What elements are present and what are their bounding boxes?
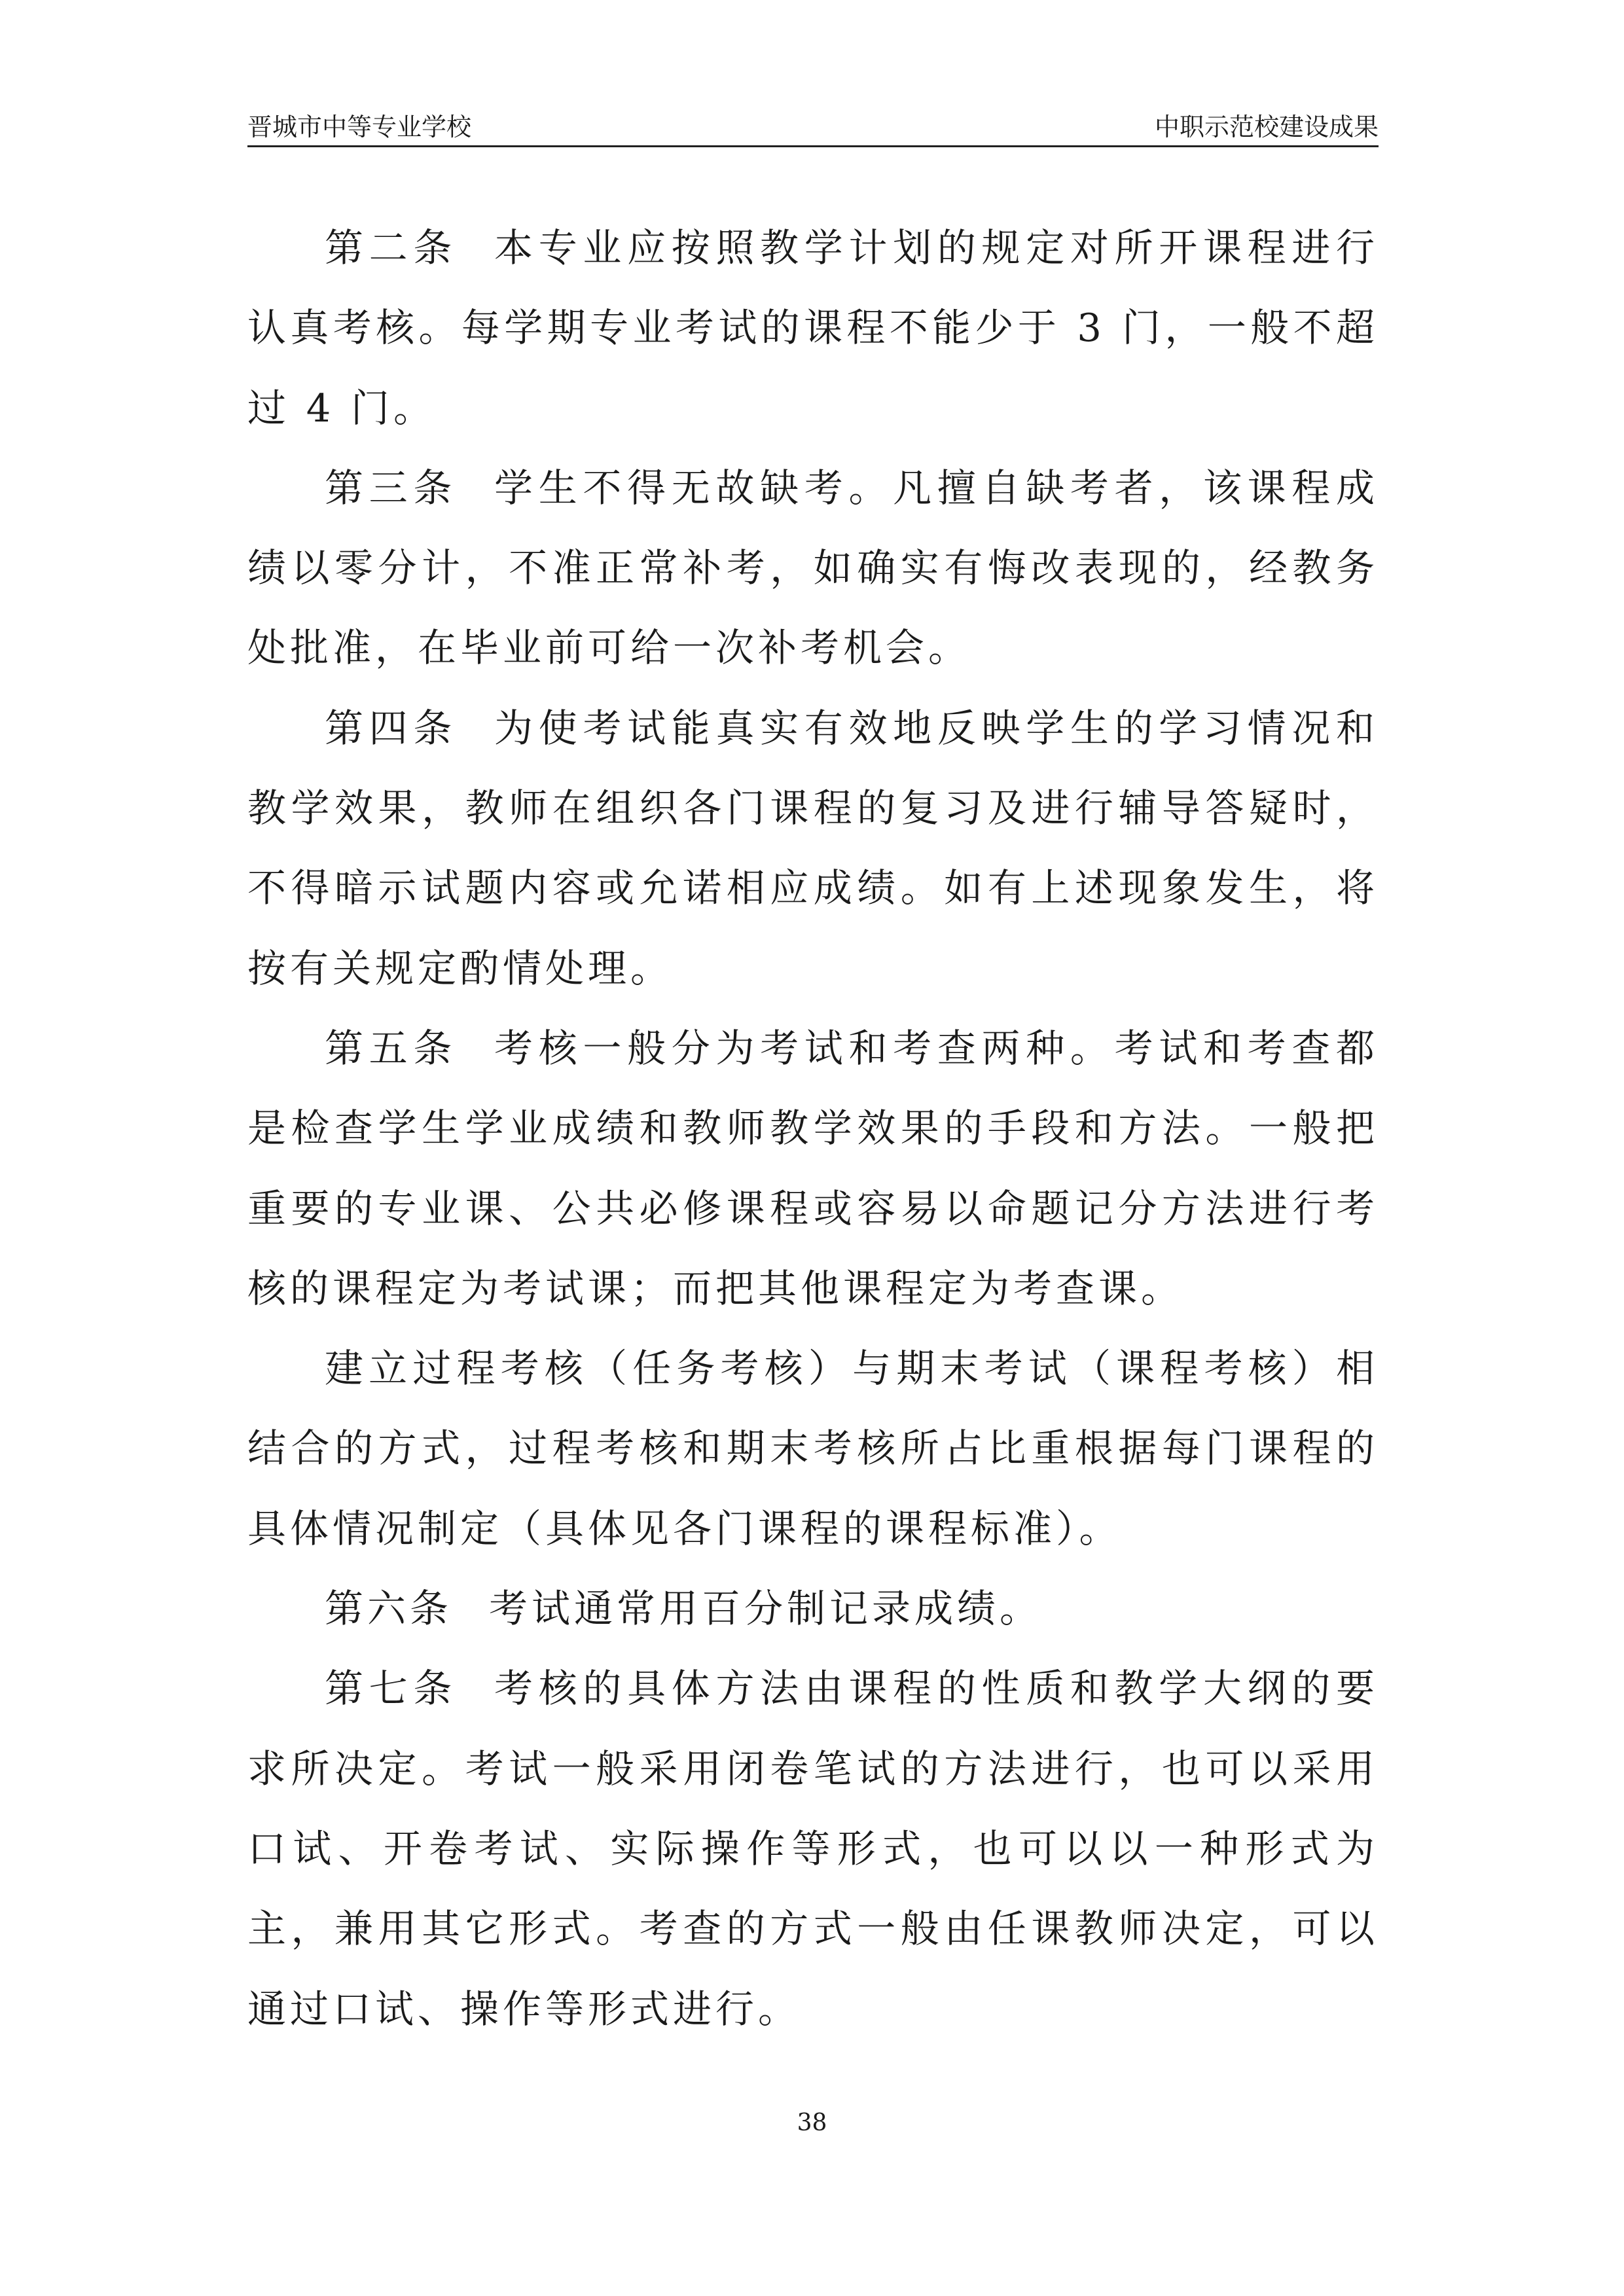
- article-text: 考试通常用百分制记录成绩。: [489, 1586, 1043, 1632]
- article-6: [247, 1569, 1379, 1649]
- article-number: 第五条: [325, 1025, 458, 1071]
- article-5: [247, 1009, 1379, 1329]
- header-document-title: 中职示范校建设成果: [1154, 113, 1379, 141]
- article-text: 考核的具体方法由课程的性质和教学大纲的要求所决定。考试一般采用闭卷笔试的方法进行，也可以采用口试、开卷考试、实际操作等形式，也可以以一种形式为主，兼用其它形式。考查的方式一般由任课教师决定，可以通过口试、操作等形式进行。: [247, 1666, 1379, 2032]
- paragraph-text: 建立过程考核（任务考核）与期末考试（课程考核）相结合的方式，过程考核和期末考核所占比重根据每门课程的具体情况制定（具体见各门课程的课程标准）。: [247, 1346, 1379, 1551]
- article-number: 第七条: [325, 1666, 458, 1712]
- article-text: 学生不得无故缺考。凡擅自缺考者，该课程成绩以零分计，不准正常补考，如确实有悔改表现的，经教务处批准，在毕业前可给一次补考机会。: [247, 465, 1379, 671]
- header-school-name: 晋城市中等专业学校: [247, 113, 472, 141]
- article-text: 考核一般分为考试和考查两种。考试和考查都是检查学生学业成绩和教师教学效果的手段和方法。一般把重要的专业课、公共必修课程或容易以命题记分方法进行考核的课程定为考试课；而把其他课程定为考查课。: [247, 1025, 1379, 1311]
- article-number: 第二条: [325, 225, 458, 270]
- article-number: 第六条: [325, 1586, 453, 1632]
- article-text: 本专业应按照教学计划的规定对所开课程进行认真考核。每学期专业考试的课程不能少于 3 门，一般不超过 4 门。: [247, 225, 1379, 431]
- article-2: [247, 208, 1379, 448]
- article-text: 为使考试能真实有效地反映学生的学习情况和教学效果，教师在组织各门课程的复习及进行辅导答疑时，不得暗示试题内容或允诺相应成绩。如有上述现象发生，将按有关规定酌情处理。: [247, 705, 1379, 991]
- article-number: 第四条: [325, 705, 458, 751]
- page-header: [247, 111, 1379, 147]
- article-4: [247, 689, 1379, 1009]
- article-7: [247, 1649, 1379, 2049]
- article-3: [247, 448, 1379, 689]
- header-divider: [247, 145, 1379, 147]
- article-number: 第三条: [325, 465, 458, 511]
- document-body: [247, 208, 1379, 2049]
- page-number: 38: [797, 2109, 827, 2136]
- article-5-continuation: [247, 1329, 1379, 1569]
